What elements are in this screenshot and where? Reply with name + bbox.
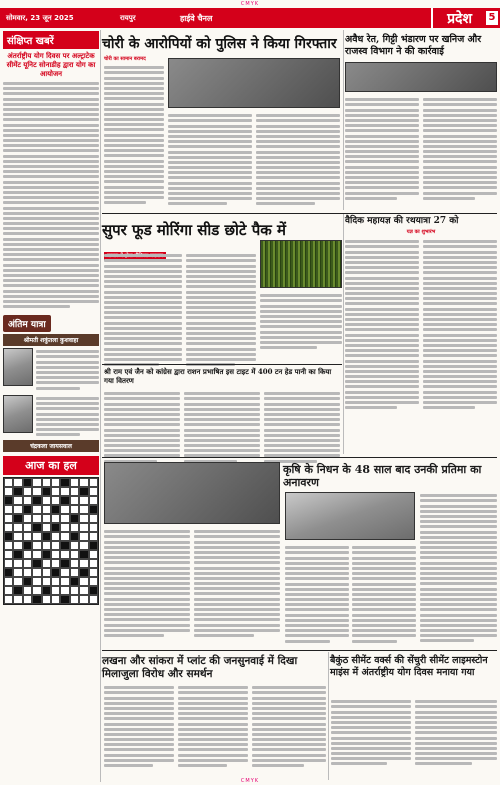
yatra-col2 — [423, 238, 497, 411]
obituary-name: श्रीमती शकुंतला कुशवाहा — [3, 334, 99, 346]
shri-ram-col1 — [104, 390, 180, 465]
moringa-photo — [260, 240, 342, 288]
shri-ram-col2 — [184, 390, 260, 465]
crossword-grid — [3, 477, 99, 605]
obituary-box — [3, 312, 99, 452]
illegal-sand-photo — [345, 62, 497, 92]
section-name: प्रदेश — [431, 8, 486, 28]
page-number: 5 — [486, 11, 498, 25]
krishi-col2 — [352, 544, 416, 645]
krishi-col-right — [420, 492, 497, 645]
moringa-col1 — [104, 252, 182, 368]
cmyk-mark-bottom: CMYK — [240, 778, 260, 784]
yoga-col2 — [194, 528, 280, 639]
police-subhead: चोरी का सामान बरामद — [104, 56, 146, 62]
masthead — [0, 8, 500, 28]
moringa-col3 — [260, 292, 342, 351]
yoga-event-photo — [104, 462, 280, 524]
statue-unveiling-photo — [285, 492, 415, 540]
shri-ram-col3 — [264, 390, 340, 465]
illegal-sand-headline: अवैध रेत, गिट्टी भंडारण पर खनिज और राजस्व विभाग ने की कार्रवाई — [345, 34, 482, 57]
police-group-photo — [168, 58, 340, 108]
lakhanpur-col1 — [104, 684, 174, 769]
krishi-statue-headline: कृषि के निधन के 48 साल बाद उनकी प्रतिमा का अनावरण — [283, 463, 482, 489]
police-arrest-headline: चोरी के आरोपियों को पुलिस ने किया गिरफ्तार — [102, 36, 337, 52]
cmyk-mark-top: CMYK — [240, 1, 260, 7]
baikunth-col1 — [331, 698, 411, 768]
crossword-tag: आज का हल — [3, 456, 99, 475]
police-story-col3 — [256, 112, 340, 208]
shri-ram-headline: श्री राम एवं जैन को कांग्रेस द्वारा राशन प्रभाषित इस टाइट में 400 टन हेड पानी का किया गया वितरण — [104, 367, 332, 385]
obituary-photo — [3, 348, 33, 386]
police-story-col2 — [168, 112, 252, 208]
brief-body — [3, 82, 99, 308]
yatra-col1 — [345, 238, 419, 411]
illegal-sand-col1 — [345, 96, 419, 202]
brief-news-tag: संक्षिप्त खबरें — [3, 31, 99, 49]
edition-date: सोमवार, 23 जून 2025 — [6, 13, 74, 22]
obituary-tag: अंतिम यात्रा — [3, 315, 51, 332]
yatra-subhead: यज्ञ का शुभारंभ — [406, 229, 436, 235]
lakhanpur-col3 — [252, 684, 326, 769]
baikunth-cement-headline: बैकुंठ सीमेंट वर्क्स की सेंचुरी सीमेंट लाइमस्टोन माइंस में अंतर्राष्ट्रीय योग दिवस मनाया गया — [330, 655, 488, 678]
yoga-col1 — [104, 528, 190, 639]
brief-headline: अंतर्राष्ट्रीय योग दिवस पर अल्ट्राटेक सीमेंट यूनिट सोनाडीह द्वारा योग का आयोजन — [6, 52, 96, 78]
moringa-headline: सुपर फूड मोरिंगा सीड छोटे पैक में — [102, 221, 286, 239]
left-column — [3, 31, 99, 781]
police-story-body — [104, 64, 164, 206]
illegal-sand-col2 — [423, 96, 497, 202]
obituary-photo-2 — [3, 395, 33, 433]
moringa-col2 — [186, 252, 256, 368]
lakhanpur-plant-headline: लखना और सांकरा में प्लांट की जनसुनवाई में दिखा मिलाजुला विरोध और समर्थन — [102, 655, 298, 680]
krishi-col1 — [285, 544, 349, 645]
baikunth-col2 — [415, 698, 497, 768]
yatra-headline: वैदिक महायज्ञ की रथयात्रा 27 को — [345, 216, 459, 226]
obituary-name-2: चंद्रकला जायसवाल — [3, 440, 99, 452]
lakhanpur-col2 — [178, 684, 248, 769]
paper-name: हाईवे चैनल — [180, 12, 213, 23]
edition-city: रायपुर — [120, 13, 136, 22]
